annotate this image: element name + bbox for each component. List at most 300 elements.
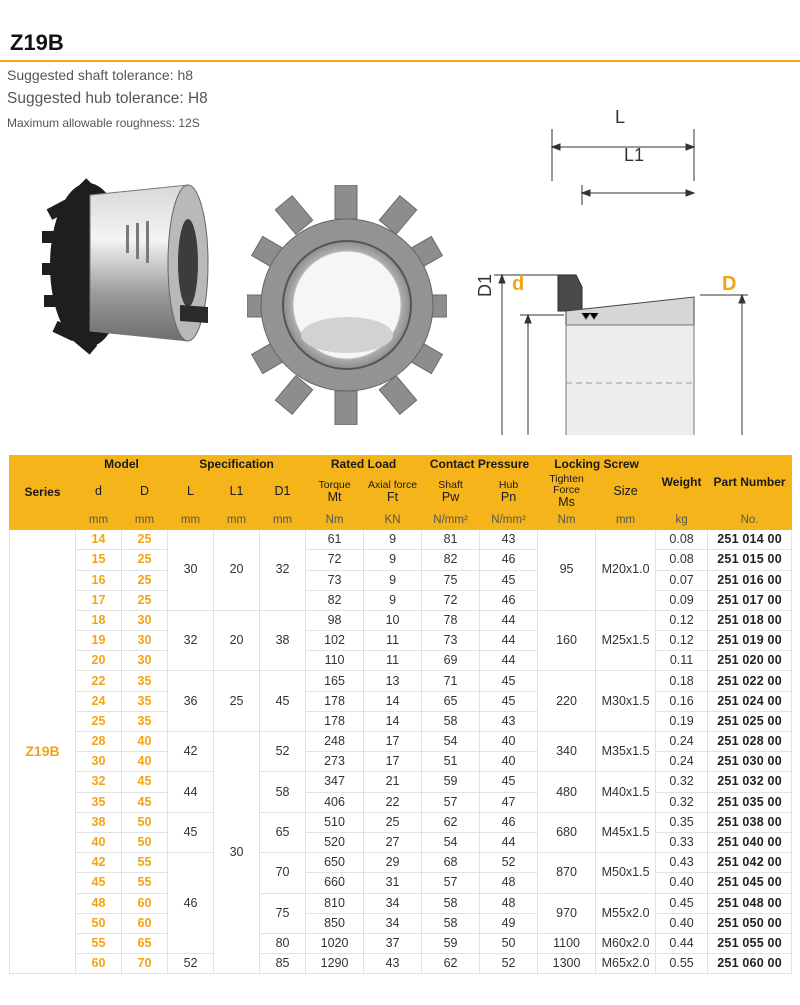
table-row <box>10 933 792 953</box>
cell-Pw: 65 <box>422 691 480 711</box>
table-row <box>10 651 792 671</box>
cell-Mt: 178 <box>306 711 364 731</box>
cell-D: 25 <box>122 530 168 550</box>
cell-L: 36 <box>168 671 214 732</box>
table-row <box>10 631 792 651</box>
locknut-front-view <box>247 185 447 425</box>
cell-D: 35 <box>122 671 168 691</box>
cell-D1: 32 <box>260 530 306 611</box>
cell-part-number: 251 042 00 <box>708 853 792 873</box>
header-Ft: Ft <box>386 489 399 504</box>
cell-Ft: 37 <box>364 933 422 953</box>
cell-Pn: 48 <box>480 873 538 893</box>
cell-Pn: 46 <box>480 550 538 570</box>
cell-d: 32 <box>76 772 122 792</box>
shaft-tolerance-note: Suggested shaft tolerance: h8 <box>7 67 194 83</box>
cell-d: 55 <box>76 933 122 953</box>
cell-weight: 0.19 <box>656 711 708 731</box>
cell-screw-size: M50x1.5 <box>596 853 656 893</box>
cell-part-number: 251 050 00 <box>708 913 792 933</box>
cell-Pw: 59 <box>422 772 480 792</box>
cell-part-number: 251 045 00 <box>708 873 792 893</box>
table-row <box>10 954 792 974</box>
cell-part-number: 251 032 00 <box>708 772 792 792</box>
cell-L: 45 <box>168 812 214 852</box>
cell-Pw: 54 <box>422 732 480 752</box>
cell-Ft: 13 <box>364 671 422 691</box>
cell-D1: 70 <box>260 853 306 893</box>
cell-Mt: 110 <box>306 651 364 671</box>
table-row <box>10 590 792 610</box>
cell-Ft: 21 <box>364 772 422 792</box>
header-force-label: Force <box>553 484 580 497</box>
unit-Pn: N/mm² <box>480 510 538 530</box>
cell-screw-size: M45x1.5 <box>596 812 656 852</box>
table-row <box>10 772 792 792</box>
header-hub-label: Hub <box>498 478 519 491</box>
cell-d: 22 <box>76 671 122 691</box>
cell-L1: 30 <box>214 732 260 974</box>
header-Pw: Pw <box>441 489 460 504</box>
table-row <box>10 530 792 550</box>
cell-Ms: 1100 <box>538 933 596 953</box>
cell-weight: 0.44 <box>656 933 708 953</box>
header-contact-pressure: Contact Pressure <box>422 456 538 474</box>
header-torque <box>306 474 364 510</box>
series-cell: Z19B <box>10 530 76 974</box>
cell-weight: 0.12 <box>656 610 708 630</box>
table-row <box>10 752 792 772</box>
header-D: D <box>122 474 168 510</box>
cell-Ms: 95 <box>538 530 596 611</box>
cell-part-number: 251 020 00 <box>708 651 792 671</box>
cell-L: 42 <box>168 732 214 772</box>
cell-Mt: 72 <box>306 550 364 570</box>
unit-weight: kg <box>656 510 708 530</box>
cell-Mt: 347 <box>306 772 364 792</box>
cell-Pw: 71 <box>422 671 480 691</box>
unit-Pw: N/mm² <box>422 510 480 530</box>
cell-D1: 52 <box>260 732 306 772</box>
header-tighten-label: Tighten <box>549 473 584 485</box>
cell-Mt: 248 <box>306 732 364 752</box>
unit-Mt: Nm <box>306 510 364 530</box>
cell-Pw: 73 <box>422 631 480 651</box>
cell-Ft: 9 <box>364 530 422 550</box>
cell-L: 32 <box>168 610 214 671</box>
cell-d: 24 <box>76 691 122 711</box>
cell-d: 17 <box>76 590 122 610</box>
cell-Mt: 1290 <box>306 954 364 974</box>
cell-d: 45 <box>76 873 122 893</box>
label-L: L <box>615 107 626 127</box>
cell-Ft: 17 <box>364 752 422 772</box>
cell-part-number: 251 024 00 <box>708 691 792 711</box>
table-body <box>10 530 792 974</box>
cell-D: 65 <box>122 933 168 953</box>
header-locking-screw: Locking Screw <box>538 456 656 474</box>
cell-weight: 0.55 <box>656 954 708 974</box>
header-D1: D1 <box>260 474 306 510</box>
bushing-photo <box>40 155 220 375</box>
cell-weight: 0.43 <box>656 853 708 873</box>
cell-Pn: 52 <box>480 954 538 974</box>
cell-d: 14 <box>76 530 122 550</box>
cell-weight: 0.32 <box>656 772 708 792</box>
cell-Pw: 57 <box>422 792 480 812</box>
cell-Mt: 406 <box>306 792 364 812</box>
cell-Ft: 29 <box>364 853 422 873</box>
cell-screw-size: M35x1.5 <box>596 732 656 772</box>
cell-Mt: 850 <box>306 913 364 933</box>
cell-part-number: 251 014 00 <box>708 530 792 550</box>
unit-Ms: Nm <box>538 510 596 530</box>
cell-Pn: 49 <box>480 913 538 933</box>
label-D: D <box>722 273 737 295</box>
header-shaft <box>422 474 480 510</box>
table-row <box>10 853 792 873</box>
header-weight: Weight <box>656 456 708 510</box>
cell-D: 30 <box>122 651 168 671</box>
header-Pn: Pn <box>500 489 517 504</box>
header-model: Model <box>76 456 168 474</box>
header-specification: Specification <box>168 456 306 474</box>
cell-Mt: 98 <box>306 610 364 630</box>
cell-Mt: 660 <box>306 873 364 893</box>
header-series: Series <box>10 456 76 530</box>
cell-part-number: 251 016 00 <box>708 570 792 590</box>
unit-part: No. <box>708 510 792 530</box>
table-row <box>10 913 792 933</box>
cell-weight: 0.33 <box>656 832 708 852</box>
cell-D: 55 <box>122 853 168 873</box>
unit-Ft: KN <box>364 510 422 530</box>
cell-screw-size: M25x1.5 <box>596 610 656 671</box>
cell-L1: 20 <box>214 530 260 611</box>
cell-part-number: 251 018 00 <box>708 610 792 630</box>
unit-D1: mm <box>260 510 306 530</box>
cell-Pn: 47 <box>480 792 538 812</box>
cell-D1: 45 <box>260 671 306 732</box>
cell-Ft: 14 <box>364 691 422 711</box>
cell-Pw: 58 <box>422 711 480 731</box>
cell-D: 40 <box>122 732 168 752</box>
cell-d: 60 <box>76 954 122 974</box>
cell-L: 44 <box>168 772 214 812</box>
cell-Pw: 69 <box>422 651 480 671</box>
cell-d: 19 <box>76 631 122 651</box>
cell-part-number: 251 030 00 <box>708 752 792 772</box>
table-row <box>10 893 792 913</box>
header-rated-load: Rated Load <box>306 456 422 474</box>
cell-part-number: 251 035 00 <box>708 792 792 812</box>
cell-Ft: 9 <box>364 590 422 610</box>
cell-Pn: 45 <box>480 671 538 691</box>
cell-Pn: 43 <box>480 711 538 731</box>
header-tighten-force <box>538 474 596 510</box>
cell-D: 60 <box>122 893 168 913</box>
cell-Mt: 61 <box>306 530 364 550</box>
cell-weight: 0.24 <box>656 752 708 772</box>
cell-D: 70 <box>122 954 168 974</box>
cell-Mt: 520 <box>306 832 364 852</box>
cell-weight: 0.12 <box>656 631 708 651</box>
cell-weight: 0.18 <box>656 671 708 691</box>
cell-Pn: 45 <box>480 772 538 792</box>
header-axial-force <box>364 474 422 510</box>
cell-Ft: 25 <box>364 812 422 832</box>
cell-d: 38 <box>76 812 122 832</box>
cell-part-number: 251 015 00 <box>708 550 792 570</box>
cell-Pn: 44 <box>480 631 538 651</box>
header-hub <box>480 474 538 510</box>
cell-weight: 0.24 <box>656 732 708 752</box>
cell-Ms: 340 <box>538 732 596 772</box>
cell-Pn: 45 <box>480 691 538 711</box>
cell-d: 18 <box>76 610 122 630</box>
cell-d: 16 <box>76 570 122 590</box>
cell-D1: 80 <box>260 933 306 953</box>
cell-weight: 0.09 <box>656 590 708 610</box>
cell-D: 30 <box>122 631 168 651</box>
cell-weight: 0.16 <box>656 691 708 711</box>
cell-d: 48 <box>76 893 122 913</box>
table-row <box>10 792 792 812</box>
cell-D: 40 <box>122 752 168 772</box>
cell-d: 20 <box>76 651 122 671</box>
label-d: d <box>512 273 525 295</box>
cell-part-number: 251 040 00 <box>708 832 792 852</box>
cell-Ft: 27 <box>364 832 422 852</box>
cell-Pw: 58 <box>422 913 480 933</box>
table-row <box>10 570 792 590</box>
table-row <box>10 832 792 852</box>
cell-screw-size: M65x2.0 <box>596 954 656 974</box>
cell-Ft: 11 <box>364 651 422 671</box>
cell-Ft: 43 <box>364 954 422 974</box>
cell-screw-size: M60x2.0 <box>596 933 656 953</box>
cell-Ms: 480 <box>538 772 596 812</box>
cell-part-number: 251 028 00 <box>708 732 792 752</box>
cell-D1: 38 <box>260 610 306 671</box>
table-row <box>10 873 792 893</box>
page-title: Z19B <box>10 30 64 55</box>
cell-Pw: 82 <box>422 550 480 570</box>
title-divider <box>0 60 800 62</box>
cell-Mt: 102 <box>306 631 364 651</box>
header-size: Size <box>596 474 656 510</box>
table-row <box>10 732 792 752</box>
cell-screw-size: M40x1.5 <box>596 772 656 812</box>
cell-Mt: 1020 <box>306 933 364 953</box>
cell-Ft: 10 <box>364 610 422 630</box>
roughness-note: Maximum allowable roughness: 12S <box>7 116 200 130</box>
cell-Ms: 680 <box>538 812 596 852</box>
cell-Ms: 160 <box>538 610 596 671</box>
cell-D: 25 <box>122 570 168 590</box>
cell-D: 50 <box>122 812 168 832</box>
cell-part-number: 251 025 00 <box>708 711 792 731</box>
cell-Pn: 40 <box>480 752 538 772</box>
cell-d: 15 <box>76 550 122 570</box>
cell-Mt: 810 <box>306 893 364 913</box>
cell-Pn: 45 <box>480 570 538 590</box>
cell-screw-size: M55x2.0 <box>596 893 656 933</box>
specification-table <box>9 455 792 974</box>
cell-Ms: 870 <box>538 853 596 893</box>
cell-Ft: 17 <box>364 732 422 752</box>
cell-D1: 65 <box>260 812 306 852</box>
cell-Pw: 81 <box>422 530 480 550</box>
unit-size: mm <box>596 510 656 530</box>
cell-d: 35 <box>76 792 122 812</box>
cell-Pw: 75 <box>422 570 480 590</box>
cell-screw-size: M30x1.5 <box>596 671 656 732</box>
cell-Mt: 273 <box>306 752 364 772</box>
cell-Mt: 510 <box>306 812 364 832</box>
cell-d: 28 <box>76 732 122 752</box>
cell-Mt: 82 <box>306 590 364 610</box>
cell-Pw: 51 <box>422 752 480 772</box>
table-row <box>10 711 792 731</box>
unit-D: mm <box>122 510 168 530</box>
table-row <box>10 691 792 711</box>
cell-Pw: 62 <box>422 954 480 974</box>
cell-D: 50 <box>122 832 168 852</box>
cell-L: 52 <box>168 954 214 974</box>
cell-part-number: 251 038 00 <box>708 812 792 832</box>
cell-weight: 0.08 <box>656 550 708 570</box>
cell-D: 35 <box>122 711 168 731</box>
cell-Pw: 68 <box>422 853 480 873</box>
cell-Pn: 50 <box>480 933 538 953</box>
cell-L: 46 <box>168 853 214 954</box>
cell-Ft: 11 <box>364 631 422 651</box>
cell-part-number: 251 060 00 <box>708 954 792 974</box>
hub-tolerance-note: Suggested hub tolerance: H8 <box>7 90 208 107</box>
cell-d: 30 <box>76 752 122 772</box>
cell-Pn: 44 <box>480 651 538 671</box>
cell-Pw: 58 <box>422 893 480 913</box>
cell-D: 45 <box>122 772 168 792</box>
cell-Pn: 46 <box>480 812 538 832</box>
cell-weight: 0.45 <box>656 893 708 913</box>
cell-Ft: 9 <box>364 570 422 590</box>
cell-Ft: 34 <box>364 913 422 933</box>
cell-Pn: 46 <box>480 590 538 610</box>
cell-L: 30 <box>168 530 214 611</box>
cell-Pw: 62 <box>422 812 480 832</box>
cell-d: 42 <box>76 853 122 873</box>
cell-Mt: 178 <box>306 691 364 711</box>
cell-weight: 0.40 <box>656 873 708 893</box>
label-L1: L1 <box>624 145 645 165</box>
cell-part-number: 251 022 00 <box>708 671 792 691</box>
cell-D1: 58 <box>260 772 306 812</box>
cell-Pn: 44 <box>480 832 538 852</box>
table-row <box>10 610 792 630</box>
cell-Mt: 165 <box>306 671 364 691</box>
cell-part-number: 251 017 00 <box>708 590 792 610</box>
cell-Pn: 48 <box>480 893 538 913</box>
cell-weight: 0.35 <box>656 812 708 832</box>
page-header <box>0 0 800 62</box>
cell-d: 40 <box>76 832 122 852</box>
cell-Pw: 78 <box>422 610 480 630</box>
table-row <box>10 812 792 832</box>
header-Ms: Ms <box>558 495 575 510</box>
cell-D: 45 <box>122 792 168 812</box>
cell-Pn: 40 <box>480 732 538 752</box>
cell-L1: 25 <box>214 671 260 732</box>
unit-L1: mm <box>214 510 260 530</box>
header-L: L <box>168 474 214 510</box>
cell-D: 25 <box>122 590 168 610</box>
cell-D: 60 <box>122 913 168 933</box>
table-header <box>10 456 792 530</box>
cell-D: 35 <box>122 691 168 711</box>
unit-d: mm <box>76 510 122 530</box>
cell-Mt: 650 <box>306 853 364 873</box>
cell-Pn: 43 <box>480 530 538 550</box>
header-d: d <box>76 474 122 510</box>
cell-weight: 0.11 <box>656 651 708 671</box>
cell-Pn: 44 <box>480 610 538 630</box>
cell-weight: 0.40 <box>656 913 708 933</box>
cell-D: 25 <box>122 550 168 570</box>
cell-Pw: 59 <box>422 933 480 953</box>
cell-Ms: 970 <box>538 893 596 933</box>
cell-L1: 20 <box>214 610 260 671</box>
cell-screw-size: M20x1.0 <box>596 530 656 611</box>
cell-Ft: 14 <box>364 711 422 731</box>
cell-Ft: 9 <box>364 550 422 570</box>
cell-Ms: 1300 <box>538 954 596 974</box>
header-part-number: Part Number <box>708 456 792 510</box>
cell-d: 50 <box>76 913 122 933</box>
cell-Ms: 220 <box>538 671 596 732</box>
cell-part-number: 251 019 00 <box>708 631 792 651</box>
cell-d: 25 <box>76 711 122 731</box>
unit-L: mm <box>168 510 214 530</box>
cell-D: 55 <box>122 873 168 893</box>
cell-Pw: 54 <box>422 832 480 852</box>
cell-Ft: 22 <box>364 792 422 812</box>
cell-Pw: 72 <box>422 590 480 610</box>
header-Mt: Mt <box>327 489 342 504</box>
label-D1: D1 <box>475 273 496 298</box>
header-shaft-label: Shaft <box>438 478 463 491</box>
header-L1: L1 <box>214 474 260 510</box>
cell-part-number: 251 055 00 <box>708 933 792 953</box>
cell-weight: 0.08 <box>656 530 708 550</box>
cell-weight: 0.32 <box>656 792 708 812</box>
table-row <box>10 671 792 691</box>
cell-Ft: 31 <box>364 873 422 893</box>
cell-Pw: 57 <box>422 873 480 893</box>
cell-Pn: 52 <box>480 853 538 873</box>
table-row <box>10 550 792 570</box>
cell-Mt: 73 <box>306 570 364 590</box>
cell-Ft: 34 <box>364 893 422 913</box>
cell-D1: 75 <box>260 893 306 933</box>
cell-D: 30 <box>122 610 168 630</box>
cell-part-number: 251 048 00 <box>708 893 792 913</box>
header-torque-label: Torque <box>318 478 351 491</box>
cell-D1: 85 <box>260 954 306 974</box>
header-axial-force-label: Axial force <box>368 478 418 491</box>
cell-weight: 0.07 <box>656 570 708 590</box>
